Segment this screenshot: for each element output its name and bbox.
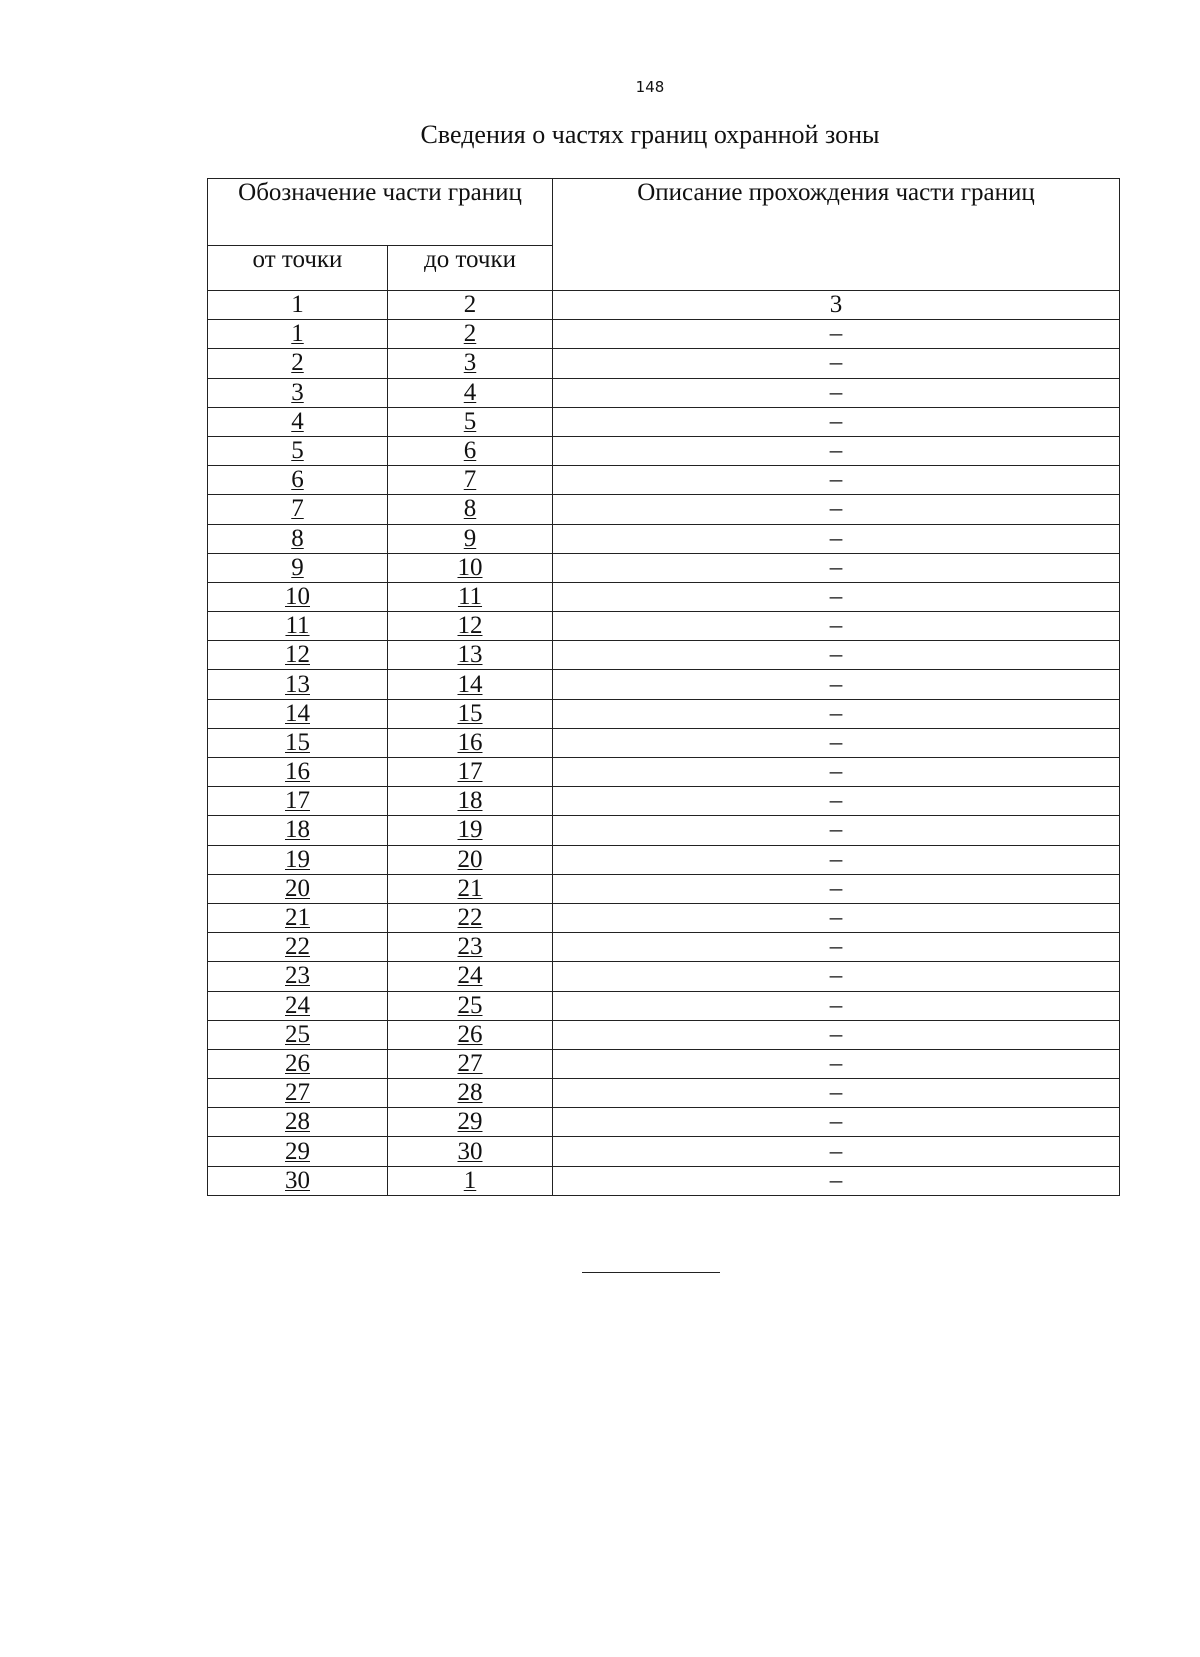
to-point-cell: 18	[388, 787, 553, 816]
from-point-cell: 12	[208, 641, 388, 670]
table-row	[208, 1108, 1120, 1137]
from-point-cell: 7	[208, 495, 388, 524]
table-row	[208, 524, 1120, 553]
table-row	[208, 320, 1120, 349]
to-point-cell: 29	[388, 1108, 553, 1137]
from-point-cell: 11	[208, 612, 388, 641]
from-point-cell: 17	[208, 787, 388, 816]
header-row	[208, 179, 1120, 246]
to-point-cell: 19	[388, 816, 553, 845]
table-row	[208, 1049, 1120, 1078]
description-cell: –	[553, 495, 1120, 524]
table-row	[208, 612, 1120, 641]
description-cell: –	[553, 612, 1120, 641]
description-cell: –	[553, 436, 1120, 465]
table-row	[208, 378, 1120, 407]
table-row	[208, 407, 1120, 436]
table-row	[208, 728, 1120, 757]
table-row	[208, 582, 1120, 611]
column-index-3: 3	[553, 291, 1120, 320]
description-cell: –	[553, 349, 1120, 378]
to-point-cell: 7	[388, 466, 553, 495]
from-point-cell: 27	[208, 1079, 388, 1108]
description-cell: –	[553, 582, 1120, 611]
description-cell: –	[553, 1166, 1120, 1195]
table-row	[208, 933, 1120, 962]
to-point-cell: 26	[388, 1020, 553, 1049]
table-row	[208, 758, 1120, 787]
column-index-row	[208, 291, 1120, 320]
from-point-cell: 25	[208, 1020, 388, 1049]
to-point-cell: 1	[388, 1166, 553, 1195]
to-point-cell: 12	[388, 612, 553, 641]
to-point-cell: 30	[388, 1137, 553, 1166]
description-cell: –	[553, 524, 1120, 553]
to-point-cell: 13	[388, 641, 553, 670]
from-point-cell: 9	[208, 553, 388, 582]
description-cell: –	[553, 407, 1120, 436]
from-point-cell: 6	[208, 466, 388, 495]
description-cell: –	[553, 670, 1120, 699]
to-point-cell: 22	[388, 903, 553, 932]
description-cell: –	[553, 787, 1120, 816]
to-point-cell: 23	[388, 933, 553, 962]
description-cell: –	[553, 991, 1120, 1020]
from-point-cell: 28	[208, 1108, 388, 1137]
to-point-cell: 21	[388, 874, 553, 903]
table-row	[208, 1166, 1120, 1195]
to-point-cell: 8	[388, 495, 553, 524]
table-row	[208, 553, 1120, 582]
from-point-cell: 26	[208, 1049, 388, 1078]
description-cell: –	[553, 1079, 1120, 1108]
table-body	[208, 291, 1120, 1196]
description-cell: –	[553, 1108, 1120, 1137]
to-point-cell: 15	[388, 699, 553, 728]
table-row	[208, 1020, 1120, 1049]
header-to-point: до точки	[388, 246, 553, 291]
from-point-cell: 23	[208, 962, 388, 991]
description-cell: –	[553, 758, 1120, 787]
document-title: Сведения о частях границ охранной зоны	[420, 120, 880, 149]
description-cell: –	[553, 699, 1120, 728]
to-point-cell: 3	[388, 349, 553, 378]
to-point-cell: 11	[388, 582, 553, 611]
from-point-cell: 22	[208, 933, 388, 962]
table-row	[208, 816, 1120, 845]
to-point-cell: 24	[388, 962, 553, 991]
from-point-cell: 14	[208, 699, 388, 728]
description-cell: –	[553, 1020, 1120, 1049]
from-point-cell: 2	[208, 349, 388, 378]
to-point-cell: 17	[388, 758, 553, 787]
header-description: Описание прохождения части границ	[553, 179, 1120, 291]
from-point-cell: 19	[208, 845, 388, 874]
table-row	[208, 787, 1120, 816]
to-point-cell: 9	[388, 524, 553, 553]
from-point-cell: 10	[208, 582, 388, 611]
page-number: 148	[635, 78, 665, 96]
description-cell: –	[553, 320, 1120, 349]
description-cell: –	[553, 553, 1120, 582]
to-point-cell: 5	[388, 407, 553, 436]
description-cell: –	[553, 903, 1120, 932]
end-separator-line	[582, 1272, 720, 1273]
description-cell: –	[553, 874, 1120, 903]
table-row	[208, 495, 1120, 524]
table-row	[208, 1079, 1120, 1108]
from-point-cell: 1	[208, 320, 388, 349]
description-cell: –	[553, 1049, 1120, 1078]
boundary-parts-table	[207, 178, 1120, 1196]
from-point-cell: 24	[208, 991, 388, 1020]
from-point-cell: 21	[208, 903, 388, 932]
table-row	[208, 670, 1120, 699]
to-point-cell: 6	[388, 436, 553, 465]
to-point-cell: 10	[388, 553, 553, 582]
table-row	[208, 903, 1120, 932]
column-index-2: 2	[388, 291, 553, 320]
description-cell: –	[553, 378, 1120, 407]
from-point-cell: 20	[208, 874, 388, 903]
description-cell: –	[553, 816, 1120, 845]
table-row	[208, 874, 1120, 903]
to-point-cell: 27	[388, 1049, 553, 1078]
table-row	[208, 1137, 1120, 1166]
description-cell: –	[553, 728, 1120, 757]
table-row	[208, 962, 1120, 991]
to-point-cell: 2	[388, 320, 553, 349]
table-row	[208, 991, 1120, 1020]
description-cell: –	[553, 641, 1120, 670]
from-point-cell: 15	[208, 728, 388, 757]
table-row	[208, 349, 1120, 378]
from-point-cell: 16	[208, 758, 388, 787]
description-cell: –	[553, 1137, 1120, 1166]
header-from-point: от точки	[208, 246, 388, 291]
from-point-cell: 8	[208, 524, 388, 553]
to-point-cell: 20	[388, 845, 553, 874]
from-point-cell: 13	[208, 670, 388, 699]
description-cell: –	[553, 962, 1120, 991]
table-row	[208, 845, 1120, 874]
table-row	[208, 436, 1120, 465]
table-row	[208, 641, 1120, 670]
to-point-cell: 4	[388, 378, 553, 407]
to-point-cell: 14	[388, 670, 553, 699]
description-cell: –	[553, 845, 1120, 874]
from-point-cell: 30	[208, 1166, 388, 1195]
header-designation: Обозначение части границ	[208, 179, 553, 246]
to-point-cell: 16	[388, 728, 553, 757]
description-cell: –	[553, 466, 1120, 495]
to-point-cell: 28	[388, 1079, 553, 1108]
from-point-cell: 5	[208, 436, 388, 465]
from-point-cell: 4	[208, 407, 388, 436]
table-row	[208, 466, 1120, 495]
description-cell: –	[553, 933, 1120, 962]
column-index-1: 1	[208, 291, 388, 320]
from-point-cell: 18	[208, 816, 388, 845]
table-row	[208, 699, 1120, 728]
from-point-cell: 29	[208, 1137, 388, 1166]
from-point-cell: 3	[208, 378, 388, 407]
to-point-cell: 25	[388, 991, 553, 1020]
